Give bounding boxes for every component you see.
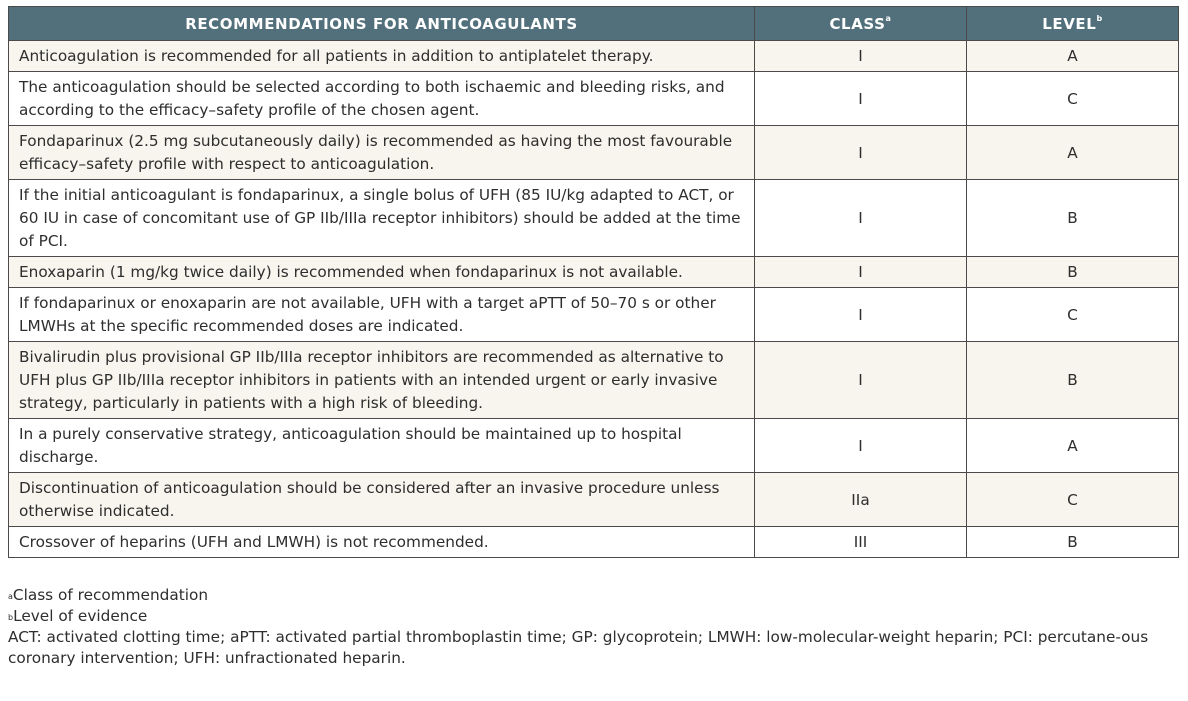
class-footnote-marker: a xyxy=(885,13,892,23)
recommendations-table xyxy=(8,6,1179,558)
table-row xyxy=(9,419,1179,473)
table-row xyxy=(9,180,1179,257)
class-value: I xyxy=(755,419,967,473)
class-value: I xyxy=(755,72,967,126)
level-value: C xyxy=(967,473,1179,527)
class-value: I xyxy=(755,288,967,342)
table-row xyxy=(9,342,1179,419)
recommendations-table-container xyxy=(8,6,1178,558)
footnote-level xyxy=(8,606,1182,627)
level-value: A xyxy=(967,41,1179,72)
footnote-level-marker: b xyxy=(8,613,14,622)
recommendation-text: Bivalirudin plus provisional GP IIb/IIIa receptor inhibitors are recommended as alternative to UFH plus GP IIb/IIIa receptor inhibitors in patients with an intended urgent or early invasive strategy, particularly in patients with a high risk of bleeding. xyxy=(9,342,755,419)
header-class: CLASS$^a$ xyxy=(755,7,967,41)
level-value: C xyxy=(967,72,1179,126)
class-value: I xyxy=(755,126,967,180)
recommendation-text: If fondaparinux or enoxaparin are not available, UFH with a target aPTT of 50–70 s or other LMWHs at the specific recommended doses are indicated. xyxy=(9,288,755,342)
abbreviations: ACT: activated clotting time; aPTT: activated partial thromboplastin time; GP: glycoprotein; LMWH: low-molecular-weight heparin; PCI: percutane-ous coronary intervention; UFH: unfractionated heparin. xyxy=(8,628,1149,667)
class-value: IIa xyxy=(755,473,967,527)
table-row xyxy=(9,288,1179,342)
class-value: III xyxy=(755,527,967,558)
level-value: B xyxy=(967,257,1179,288)
level-value: A xyxy=(967,419,1179,473)
header-recommendations: RECOMMENDATIONS FOR ANTICOAGULANTS xyxy=(9,7,755,41)
level-footnote-marker: b xyxy=(1096,13,1103,23)
table-row xyxy=(9,527,1179,558)
header-level: LEVEL$^b$ xyxy=(967,7,1179,41)
table-row xyxy=(9,257,1179,288)
level-value: A xyxy=(967,126,1179,180)
level-value: B xyxy=(967,527,1179,558)
table-header-row xyxy=(9,7,1179,41)
class-value: I xyxy=(755,257,967,288)
footnotes xyxy=(8,585,1182,669)
recommendation-text: Discontinuation of anticoagulation should be considered after an invasive procedure unless otherwise indicated. xyxy=(9,473,755,527)
table-row xyxy=(9,41,1179,72)
recommendation-text: The anticoagulation should be selected according to both ischaemic and bleeding risks, and according to the efficacy–safety profile of the chosen agent. xyxy=(9,72,755,126)
footnote-class-text: Class of recommendation xyxy=(12,586,209,604)
level-value: B xyxy=(967,342,1179,419)
recommendation-text: Enoxaparin (1 mg/kg twice daily) is recommended when fondaparinux is not available. xyxy=(9,257,755,288)
level-value: B xyxy=(967,180,1179,257)
table-row xyxy=(9,72,1179,126)
table-row xyxy=(9,126,1179,180)
table-row xyxy=(9,473,1179,527)
recommendation-text: If the initial anticoagulant is fondaparinux, a single bolus of UFH (85 IU/kg adapted to ACT, or 60 IU in case of concomitant use of GP IIb/IIIa receptor inhibitors) should be added at the time of PCI. xyxy=(9,180,755,257)
class-value: I xyxy=(755,342,967,419)
footnote-class xyxy=(8,585,1182,606)
recommendation-text: Anticoagulation is recommended for all patients in addition to antiplatelet therapy. xyxy=(9,41,755,72)
level-value: C xyxy=(967,288,1179,342)
class-value: I xyxy=(755,180,967,257)
recommendation-text: In a purely conservative strategy, anticoagulation should be maintained up to hospital discharge. xyxy=(9,419,755,473)
footnote-class-marker: a xyxy=(8,592,13,601)
footnote-level-text: Level of evidence xyxy=(13,607,148,625)
recommendation-text: Crossover of heparins (UFH and LMWH) is not recommended. xyxy=(9,527,755,558)
class-value: I xyxy=(755,41,967,72)
recommendation-text: Fondaparinux (2.5 mg subcutaneously daily) is recommended as having the most favourable efficacy–safety profile with respect to anticoagulation. xyxy=(9,126,755,180)
